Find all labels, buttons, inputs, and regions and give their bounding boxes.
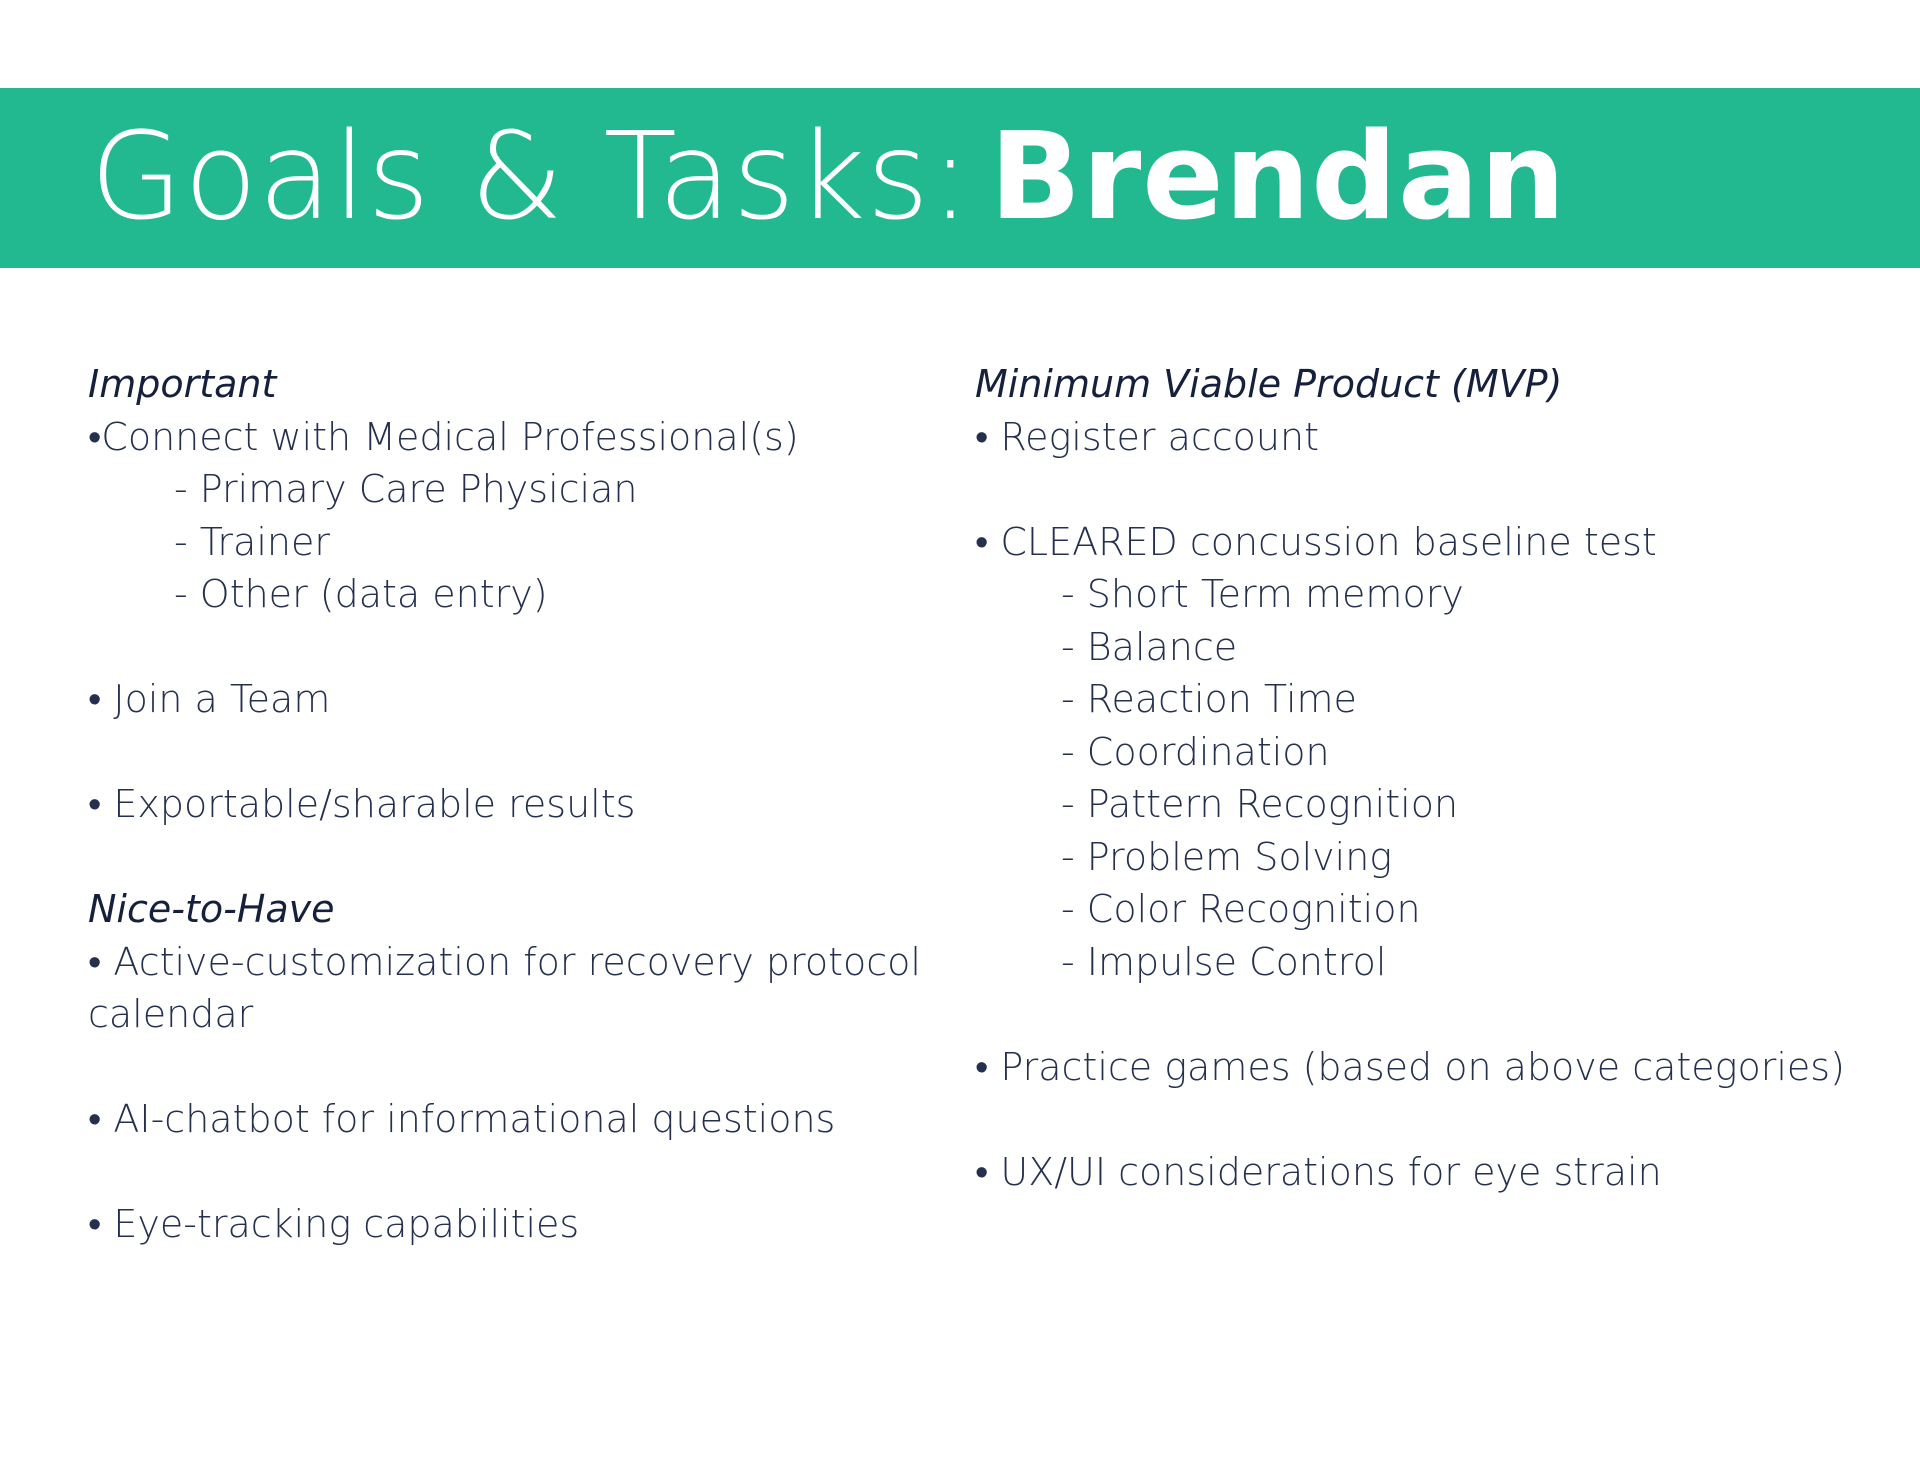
spacer (975, 988, 1895, 1041)
list-item-ai-chatbot: • AI-chatbot for informational questions (88, 1097, 836, 1141)
list-item-connect: •Connect with Medical Professional(s) (88, 414, 799, 459)
spacer (88, 831, 928, 884)
sub-item-trainer: - Trainer (174, 519, 330, 564)
sub-item-pattern-recognition: - Pattern Recognition (1061, 782, 1459, 826)
section-heading-mvp: Minimum Viable Product (MVP) (975, 362, 1563, 406)
spacer (975, 463, 1895, 516)
sub-item-problem-solving: - Problem Solving (1061, 834, 1393, 879)
spacer (975, 1093, 1895, 1146)
list-item-cleared: • CLEARED concussion baseline test (975, 519, 1657, 564)
section-heading-nice-to-have: Nice-to-Have (88, 887, 335, 931)
list-item-ux-ui: • UX/UI considerations for eye strain (975, 1149, 1662, 1194)
sub-item-primary-care: - Primary Care Physician (174, 467, 638, 511)
spacer (88, 621, 928, 674)
sub-item-other: - Other (data entry) (174, 572, 548, 616)
page-title (90, 88, 1566, 268)
sub-item-balance: - Balance (1061, 624, 1238, 669)
list-item-practice-games: • Practice games (based on above categories) (975, 1044, 1845, 1089)
sub-item-impulse-control: - Impulse Control (1061, 939, 1387, 984)
sub-item-coordination: - Coordination (1061, 729, 1330, 774)
right-column (975, 358, 1895, 1198)
spacer (88, 1041, 928, 1094)
page-title-prefix: Goals & Tasks: (90, 108, 972, 247)
list-item-exportable: • Exportable/sharable results (88, 782, 636, 826)
sub-item-short-term-memory: - Short Term memory (1061, 572, 1464, 616)
page-title-name: Brendan (989, 108, 1567, 247)
spacer (88, 1146, 928, 1199)
spacer (88, 726, 928, 779)
sub-item-reaction-time: - Reaction Time (1061, 677, 1357, 721)
list-item-active-customization: • Active-customization for recovery protocol calendar (88, 939, 921, 1036)
title-banner (0, 88, 1920, 268)
left-column (88, 358, 928, 1251)
section-heading-important: Important (88, 362, 277, 406)
sub-item-color-recognition: - Color Recognition (1061, 887, 1421, 931)
list-item-join-team: • Join a Team (88, 677, 331, 721)
list-item-eye-tracking: • Eye-tracking capabilities (88, 1202, 580, 1246)
list-item-register: • Register account (975, 414, 1319, 459)
